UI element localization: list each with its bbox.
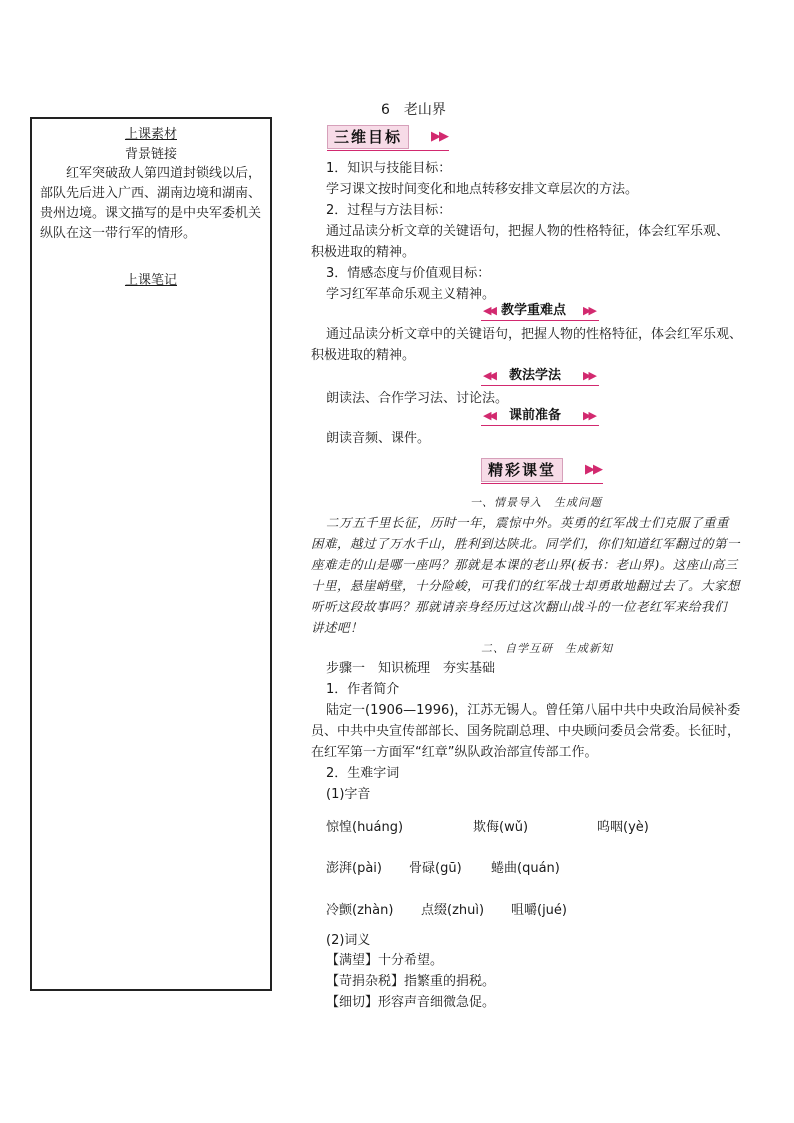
chevron-left-icon: ◀◀	[483, 304, 494, 317]
pinyin-item: 点缀(zhuì)	[421, 903, 485, 918]
banner-kecian-label: 课前准备	[509, 408, 562, 423]
notes-heading: 上课笔记	[124, 273, 177, 288]
banner-kecian	[481, 408, 599, 424]
banner-jiaofa-label: 教法学法	[509, 368, 562, 383]
meaning-title: (2)词义	[326, 933, 371, 948]
pinyin-item: 冷颤(zhàn)	[326, 903, 394, 918]
background-heading: 背景链接	[124, 147, 177, 162]
vocab-title: 2．生难字词	[326, 766, 400, 781]
goal2-text-line1: 通过品读分析文章的关键语句，把握人物的性格特征，体会红军乐观、	[326, 224, 730, 239]
author-line: 员、中共中央宣传部部长、国务院副总理、中央顾问委员会常委。长征时，	[311, 724, 741, 739]
double-arrow-icon: ▶▶	[585, 462, 601, 477]
section1-heading: 一、情景导入 生成问题	[470, 496, 602, 509]
key-points-line1: 通过品读分析文章中的关键语句，把握人物的性格特征，体会红军乐观、	[326, 327, 743, 342]
chevron-left-icon: ◀◀	[483, 369, 494, 382]
pinyin-item: 蜷曲(quán)	[491, 861, 560, 876]
chevron-right-icon: ▶▶	[583, 369, 594, 382]
author-line: 在红军第一方面军“红章”纵队政治部宣传部工作。	[311, 745, 598, 760]
banner-jingcai	[481, 458, 603, 482]
banner-underline	[481, 483, 603, 484]
intro-line: 困难，越过了万水千山，胜利到达陕北。同学们，你们知道红军翻过的第一	[311, 536, 741, 551]
goal1-text: 学习课文按时间变化和地点转移安排文章层次的方法。	[326, 182, 639, 197]
material-heading: 上课素材	[124, 127, 177, 142]
chevron-left-icon: ◀◀	[483, 409, 494, 422]
background-text: 红军突破敌人第四道封锁线以后，部队先后进入广西、湖南边境和湖南、贵州边境。课文描写的是中央军委机关纵队在这一带行军的情形。	[40, 166, 262, 241]
intro-line: 讲述吧！	[311, 620, 364, 635]
pinyin-item: 呜咽(yè)	[597, 820, 649, 835]
sidebar-box	[30, 117, 272, 991]
goal1-title: 1．知识与技能目标：	[326, 161, 452, 176]
banner-underline	[481, 320, 599, 321]
pinyin-item: 惊惶(huáng)	[326, 820, 404, 835]
pinyin-item: 骨碌(gū)	[409, 861, 462, 876]
page-title: 6 老山界	[381, 102, 446, 118]
banner-underline	[481, 385, 599, 386]
banner-jiaofa	[481, 368, 599, 384]
banner-sanwei	[327, 125, 449, 149]
intro-line: 座难走的山是哪一座吗？那就是本课的老山界(板书：老山界)。这座山高三	[311, 557, 738, 572]
prep-text: 朗读音频、课件。	[326, 431, 431, 446]
chevron-right-icon: ▶▶	[583, 409, 594, 422]
goal3-text: 学习红军革命乐观主义精神。	[326, 287, 496, 302]
intro-line: 听听这段故事吗？那就请亲身经历过这次翻山战斗的一位老红军来给我们	[311, 599, 728, 614]
banner-jingcai-label: 精彩课堂	[481, 458, 563, 482]
meaning-item: 【细切】形容声音细微急促。	[326, 995, 496, 1010]
key-points-line2: 积极进取的精神。	[311, 348, 416, 363]
chevron-right-icon: ▶▶	[583, 304, 594, 317]
banner-sanwei-label: 三维目标	[327, 125, 409, 149]
intro-line: 二万五千里长征，历时一年，震惊中外。英勇的红军战士们克服了重重	[326, 515, 730, 530]
pinyin-item: 咀嚼(jué)	[511, 903, 567, 918]
banner-underline	[481, 425, 599, 426]
intro-line: 十里，悬崖峭壁，十分险峻，可我们的红军战士却勇敢地翻过去了。大家想	[311, 578, 741, 593]
section2-heading: 二、自学互研 生成新知	[481, 642, 613, 655]
author-title: 1．作者简介	[326, 682, 400, 697]
pinyin-item: 澎湃(pài)	[326, 861, 382, 876]
intro-paragraph	[311, 512, 773, 638]
step1-heading: 步骤一 知识梳理 夯实基础	[326, 661, 496, 676]
banner-zhongnan-label: 教学重难点	[501, 303, 567, 318]
pronunciation-title: (1)字音	[326, 787, 371, 802]
double-arrow-icon: ▶▶	[431, 129, 447, 144]
meaning-item: 【满望】十分希望。	[326, 953, 444, 968]
goal2-text-line2: 积极进取的精神。	[311, 245, 416, 260]
meaning-item: 【苛捐杂税】指繁重的捐税。	[326, 974, 496, 989]
goal2-title: 2．过程与方法目标：	[326, 203, 452, 218]
author-line: 陆定一(1906—1996)，江苏无锡人。曾任第八届中共中央政治局候补委	[326, 703, 741, 718]
banner-zhongnan	[481, 303, 599, 319]
banner-underline	[327, 150, 449, 151]
goal3-title: 3．情感态度与价值观目标：	[326, 266, 491, 281]
methods-text: 朗读法、合作学习法、讨论法。	[326, 391, 509, 406]
pinyin-item: 欺侮(wǔ)	[473, 820, 529, 835]
